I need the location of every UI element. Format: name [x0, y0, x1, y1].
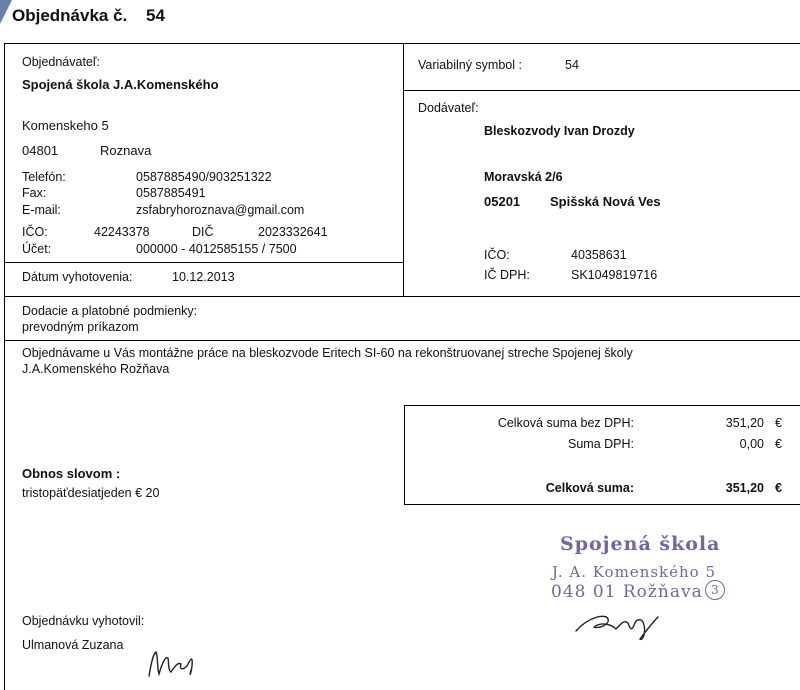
stamp-number: 3	[705, 580, 725, 600]
handwritten-signature-left	[145, 640, 205, 682]
prepared-name: Ulmanová Zuzana	[22, 638, 124, 652]
supplier-icdph-value: SK1049819716	[571, 268, 658, 282]
handwritten-signature-right	[572, 605, 668, 645]
issue-date-value: 10.12.2013	[172, 270, 235, 284]
words-label: Obnos slovom :	[22, 466, 121, 481]
phone-value: 0587885490/903251322	[136, 170, 272, 184]
account-label: Účet:	[22, 242, 52, 256]
grand-total-value: 351,20	[725, 481, 764, 495]
supplier-ico-value: 40358631	[571, 248, 627, 262]
supplier-city: Spišská Nová Ves	[550, 194, 661, 209]
order-number: 54	[146, 6, 165, 25]
orderer-zip: 04801	[22, 143, 59, 158]
account-value: 000000 - 4012585155 / 7500	[136, 242, 297, 256]
orderer-dic-value: 2023332641	[258, 225, 328, 239]
description-line-2: J.A.Komenského Rožňava	[22, 362, 170, 376]
net-total-currency: €	[775, 416, 782, 430]
email-value: zsfabryhoroznava@gmail.com	[136, 203, 305, 217]
stamp-line-3: 048 01 Rožňava	[551, 582, 703, 602]
vat-label: Suma DPH:	[568, 437, 634, 451]
words-value: tristopäťdesiatjeden € 20	[22, 486, 160, 500]
net-total-value: 351,20	[725, 416, 764, 430]
orderer-street: Komenskeho 5	[22, 118, 109, 133]
corner-mark	[0, 0, 12, 24]
email-label: E-mail:	[22, 203, 61, 217]
description-line-1: Objednávame u Vás montážne práce na bleskozvode Eritech SI-60 na rekonštruovanej streche Spojenej školy	[22, 346, 633, 360]
supplier-icdph-label: IČ DPH:	[484, 268, 530, 282]
orderer-city: Roznava	[100, 143, 152, 158]
title-label: Objednávka č.	[12, 6, 128, 25]
variable-symbol-label: Variabilný symbol :	[418, 58, 522, 72]
vat-currency: €	[775, 437, 782, 451]
prepared-label: Objednávku vyhotovil:	[22, 614, 145, 628]
divider-terms-bottom	[4, 340, 800, 341]
terms-label: Dodacie a platobné podmienky:	[22, 304, 198, 318]
orderer-ico-value: 42243378	[94, 225, 150, 239]
page-title	[12, 6, 165, 26]
supplier-street: Moravská 2/6	[484, 170, 563, 184]
divider-terms-top	[4, 296, 800, 297]
supplier-zip: 05201	[484, 194, 521, 209]
net-total-label: Celková suma bez DPH:	[497, 416, 634, 430]
vat-value: 0,00	[739, 437, 764, 451]
fax-value: 0587885491	[136, 186, 206, 200]
orderer-ico-label: IČO:	[22, 225, 48, 239]
issue-date-label: Dátum vyhotovenia:	[22, 270, 133, 284]
terms-value: prevodným príkazom	[22, 320, 139, 334]
stamp-line-2: J. A. Komenského 5	[552, 563, 717, 581]
divider-vertical	[403, 43, 404, 296]
grand-total-label: Celková suma:	[545, 481, 634, 495]
orderer-dic-label: DIČ	[192, 225, 214, 239]
divider-vs	[403, 90, 800, 91]
fax-label: Fax:	[22, 186, 47, 200]
phone-label: Telefón:	[22, 170, 66, 184]
variable-symbol-value: 54	[565, 58, 579, 72]
supplier-name: Bleskozvody Ivan Drozdy	[484, 124, 635, 138]
supplier-ico-label: IČO:	[484, 248, 510, 262]
supplier-label: Dodávateľ:	[418, 101, 479, 115]
stamp-line-1: Spojená škola	[560, 533, 721, 555]
grand-total-currency: €	[775, 481, 782, 495]
orderer-name: Spojená škola J.A.Komenského	[22, 77, 219, 92]
divider-date	[4, 262, 403, 263]
orderer-label: Objednávateľ:	[22, 55, 101, 69]
